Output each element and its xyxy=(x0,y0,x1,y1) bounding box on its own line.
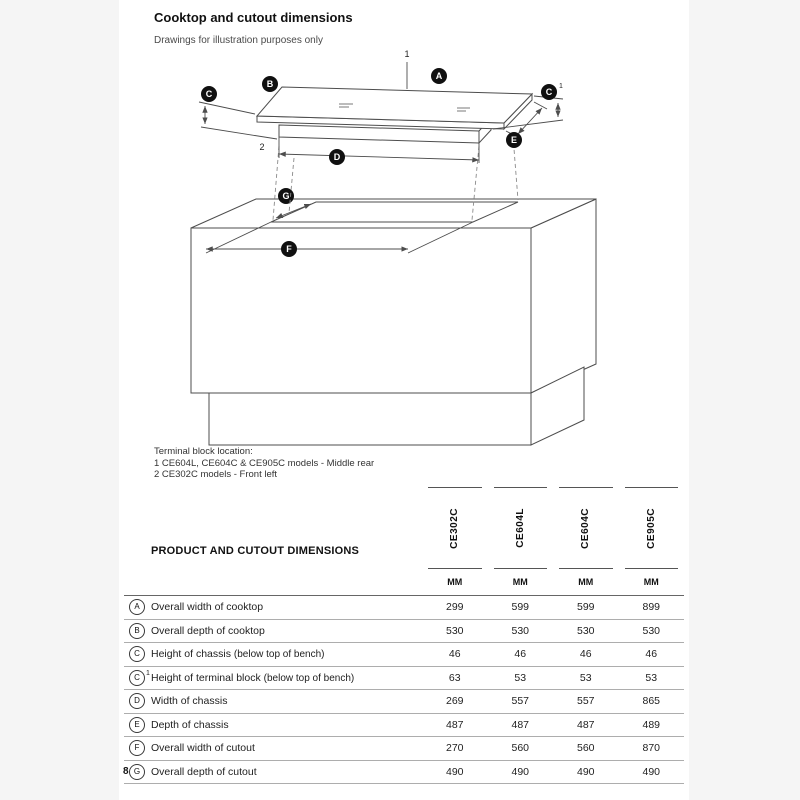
table-title: PRODUCT AND CUTOUT DIMENSIONS xyxy=(151,545,360,557)
callout-c-prime-label: C xyxy=(545,87,553,97)
row-label-note: (below top of bench) xyxy=(263,672,355,684)
row-key-badge: F xyxy=(129,740,145,756)
value-cell: 490 xyxy=(445,765,464,778)
terminal-marker-1 xyxy=(404,49,409,89)
value-cell: 299 xyxy=(445,601,464,614)
value-cell: 487 xyxy=(511,718,530,731)
model-column-ce905c xyxy=(625,487,679,569)
model-label: CE604C xyxy=(580,507,592,549)
callout-c-prime-mark: 1 xyxy=(559,83,563,90)
callout-d-label: D xyxy=(333,152,341,162)
value-cell: 46 xyxy=(448,648,461,661)
table-row-g xyxy=(124,761,684,785)
value-cell: 865 xyxy=(642,695,661,708)
model-column-ce604c xyxy=(559,487,613,569)
value-cell: 53 xyxy=(579,671,592,684)
model-column-ce302c xyxy=(428,487,482,569)
value-cell: 530 xyxy=(511,624,530,637)
value-cell: 899 xyxy=(642,601,661,614)
row-key-cell xyxy=(124,599,150,615)
callout-b-label: B xyxy=(266,79,274,89)
terminal-note-line-2: 2 CE302C models - Front left xyxy=(154,469,278,480)
callout-a-label: A xyxy=(435,71,443,81)
value-cell: 487 xyxy=(576,718,595,731)
marker-1-label: 1 xyxy=(404,49,410,59)
callout-c xyxy=(201,86,217,102)
row-label: Overall width of cooktop xyxy=(151,601,264,614)
row-label: Overall depth of cooktop xyxy=(151,624,265,637)
value-cell: 46 xyxy=(514,648,527,661)
model-label: CE302C xyxy=(449,507,461,549)
value-cell: 599 xyxy=(576,601,595,614)
row-label: Overall depth of cutout xyxy=(151,765,257,778)
table-row-a xyxy=(124,596,684,620)
row-key-cell xyxy=(124,740,150,756)
table-row-d xyxy=(124,690,684,714)
cabinet-drawing xyxy=(191,199,596,445)
callout-a xyxy=(431,68,447,84)
value-cell: 530 xyxy=(576,624,595,637)
value-cell: 53 xyxy=(514,671,527,684)
table-row-c1 xyxy=(124,667,684,691)
value-cell: 53 xyxy=(645,671,658,684)
value-cell: 560 xyxy=(576,742,595,755)
terminal-marker-2: 2 xyxy=(259,142,265,152)
terminal-note-title: Terminal block location: xyxy=(154,446,253,457)
model-column-ce604l xyxy=(494,487,548,569)
value-cell: 530 xyxy=(642,624,661,637)
row-label: Overall width of cutout xyxy=(151,742,255,755)
callout-c-prime xyxy=(541,84,557,100)
dimensions-table xyxy=(124,487,684,784)
row-label-note: (below top of bench) xyxy=(233,649,325,661)
header-spacer xyxy=(124,569,422,595)
callout-e xyxy=(506,132,522,148)
page-subtitle: Drawings for illustration purposes only xyxy=(154,35,323,46)
table-row-e xyxy=(124,714,684,738)
value-cell: 270 xyxy=(445,742,464,755)
table-row-b xyxy=(124,620,684,644)
callout-c-label: C xyxy=(205,89,213,99)
row-key-badge: C xyxy=(129,670,145,686)
row-key-cell xyxy=(124,646,150,662)
row-label: Depth of chassis xyxy=(151,718,229,731)
callout-f xyxy=(281,241,297,257)
model-label: CE604L xyxy=(514,508,526,548)
row-key-badge: B xyxy=(129,623,145,639)
value-cell: 46 xyxy=(645,648,658,661)
value-cell: 557 xyxy=(576,695,595,708)
row-key-cell xyxy=(124,717,150,733)
value-cell: 269 xyxy=(445,695,464,708)
row-label: Width of chassis xyxy=(151,695,228,708)
callout-b xyxy=(262,76,278,92)
row-key-badge: C xyxy=(129,646,145,662)
table-row-f xyxy=(124,737,684,761)
table-header xyxy=(124,487,684,596)
callout-f-label: F xyxy=(286,244,292,254)
unit-header: MM xyxy=(578,577,594,587)
row-key-cell xyxy=(124,670,150,686)
value-cell: 557 xyxy=(511,695,530,708)
row-key-badge: A xyxy=(129,599,145,615)
unit-header: MM xyxy=(512,577,528,587)
row-key-badge: E xyxy=(129,717,145,733)
table-row-c xyxy=(124,643,684,667)
value-cell: 487 xyxy=(445,718,464,731)
unit-header: MM xyxy=(643,577,659,587)
value-cell: 560 xyxy=(511,742,530,755)
value-cell: 490 xyxy=(642,765,661,778)
value-cell: 63 xyxy=(448,671,461,684)
manual-page xyxy=(119,0,689,800)
row-label: Height of terminal block xyxy=(151,671,261,684)
value-cell: 490 xyxy=(511,765,530,778)
row-key-badge: D xyxy=(129,693,145,709)
cooktop-installation-diagram xyxy=(139,46,699,446)
cooktop-drawing xyxy=(257,87,532,143)
unit-header: MM xyxy=(447,577,463,587)
value-cell: 489 xyxy=(642,718,661,731)
page-number: 8 xyxy=(123,766,129,777)
value-cell: 599 xyxy=(511,601,530,614)
callout-g xyxy=(278,188,294,204)
value-cell: 870 xyxy=(642,742,661,755)
row-label: Height of chassis xyxy=(151,648,231,661)
model-label: CE905C xyxy=(645,507,657,549)
callout-g-label: G xyxy=(282,191,290,201)
callout-d xyxy=(329,149,345,165)
page-title: Cooktop and cutout dimensions xyxy=(154,10,353,25)
terminal-block-note xyxy=(154,446,374,481)
row-key-badge: G xyxy=(129,764,145,780)
value-cell: 46 xyxy=(579,648,592,661)
callout-e-label: E xyxy=(510,135,518,145)
row-key-mark: 1 xyxy=(146,670,150,678)
value-cell: 530 xyxy=(445,624,464,637)
terminal-note-line-1: 1 CE604L, CE604C & CE905C models - Middle rear xyxy=(154,457,375,469)
row-key-cell xyxy=(124,623,150,639)
row-key-cell xyxy=(124,693,150,709)
value-cell: 490 xyxy=(576,765,595,778)
